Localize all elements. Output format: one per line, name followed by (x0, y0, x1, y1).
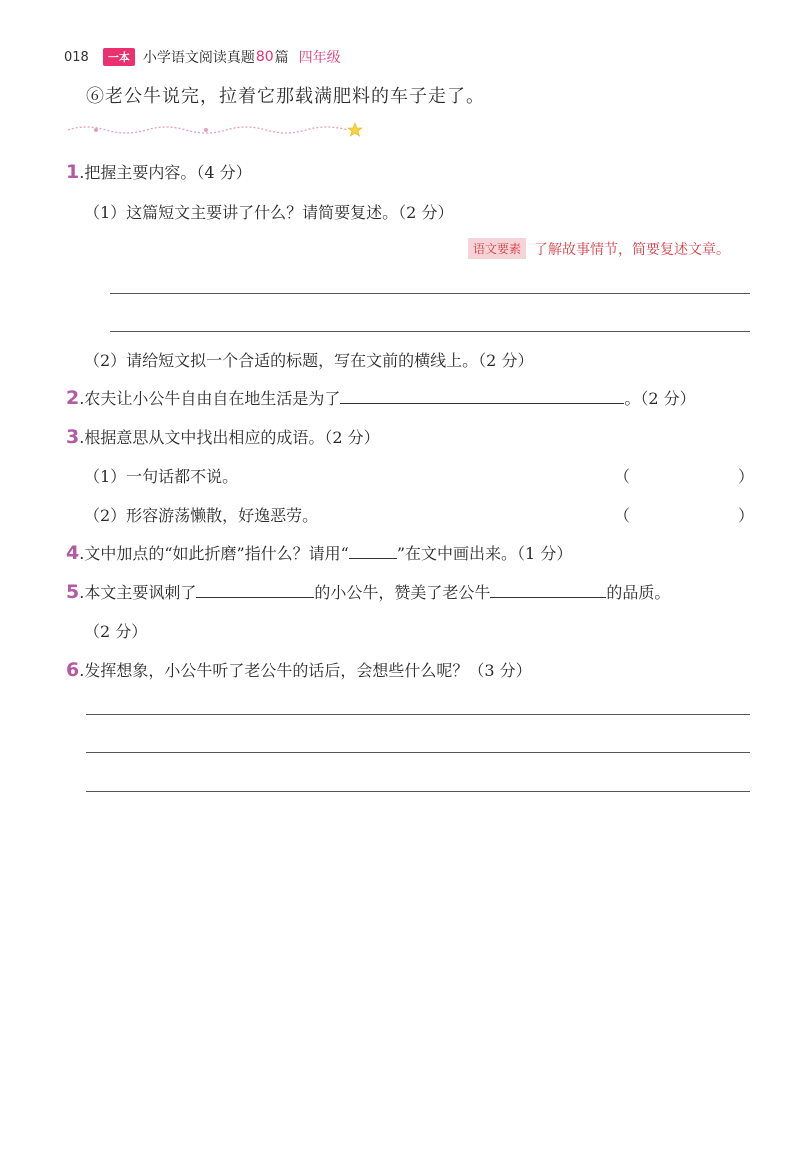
question-3 (66, 425, 380, 448)
answer-blank[interactable] (490, 581, 606, 598)
answer-blank[interactable] (340, 387, 624, 404)
question-text: .发挥想象，小公牛听了老公牛的话后，会想些什么呢？（3 分） (79, 661, 532, 680)
answer-paren-close: ） (738, 467, 755, 486)
question-text-end: ”在文中画出来。（1 分） (396, 544, 573, 563)
star-icon (348, 123, 362, 136)
answer-paren-open: （ (614, 467, 631, 486)
question-1-sub-2: （2）请给短文拟一个合适的标题，写在文前的横线上。（2 分） (84, 351, 534, 370)
question-text: .把握主要内容。（4 分） (79, 163, 252, 182)
question-3-sub-2: （2）形容游荡懒散，好逸恶劳。 (84, 506, 319, 525)
question-2 (66, 386, 696, 409)
series-count: 80 (255, 49, 274, 65)
question-number: 5 (66, 581, 80, 603)
answer-paren-close: ） (738, 506, 755, 525)
answer-line[interactable] (86, 714, 750, 715)
underline-sample (349, 542, 397, 559)
question-text: .本文主要讽刺了 (79, 583, 197, 602)
answer-blank[interactable] (196, 581, 314, 598)
question-text: .文中加点的“如此折磨”指什么？请用“ (79, 544, 349, 563)
question-score: 。（2 分） (624, 389, 696, 408)
hint-text: 了解故事情节，简要复述文章。 (534, 241, 731, 258)
page-number: 018 (64, 49, 89, 65)
answer-line[interactable] (86, 752, 750, 753)
question-number: 1 (66, 161, 80, 183)
question-number: 4 (66, 542, 80, 564)
hint-box (468, 238, 730, 259)
grade-label: 四年级 (298, 50, 341, 66)
page-header (64, 46, 341, 68)
question-text-mid: 的小公牛，赞美了老公牛 (314, 583, 491, 602)
answer-line[interactable] (110, 331, 750, 332)
brand-logo: 一本 (103, 48, 135, 66)
question-text-end: 的品质。 (606, 583, 671, 602)
hint-tag: 语文要素 (468, 238, 526, 259)
question-3-sub-1: （1）一句话都不说。 (84, 467, 239, 486)
question-1-sub-1: （1）这篇短文主要讲了什么？请简要复述。（2 分） (84, 203, 454, 222)
question-5-score: （2 分） (84, 622, 148, 641)
question-4 (66, 541, 572, 564)
series-suffix: 篇 (274, 50, 289, 66)
passage-paragraph-6: ⑥老公牛说完，拉着它那载满肥料的车子走了。 (86, 86, 485, 107)
question-1 (66, 160, 252, 183)
series-title: 小学语文阅读真题 (142, 50, 255, 66)
question-number: 2 (66, 387, 80, 409)
answer-paren-open: （ (614, 506, 631, 525)
question-5 (66, 580, 670, 603)
question-number: 3 (66, 426, 80, 448)
question-number: 6 (66, 659, 80, 681)
answer-line[interactable] (86, 791, 750, 792)
question-text: .农夫让小公牛自由自在地生活是为了 (79, 389, 341, 408)
decorative-divider (66, 120, 366, 140)
answer-line[interactable] (110, 293, 750, 294)
question-6 (66, 658, 532, 681)
question-text: .根据意思从文中找出相应的成语。（2 分） (79, 428, 380, 447)
